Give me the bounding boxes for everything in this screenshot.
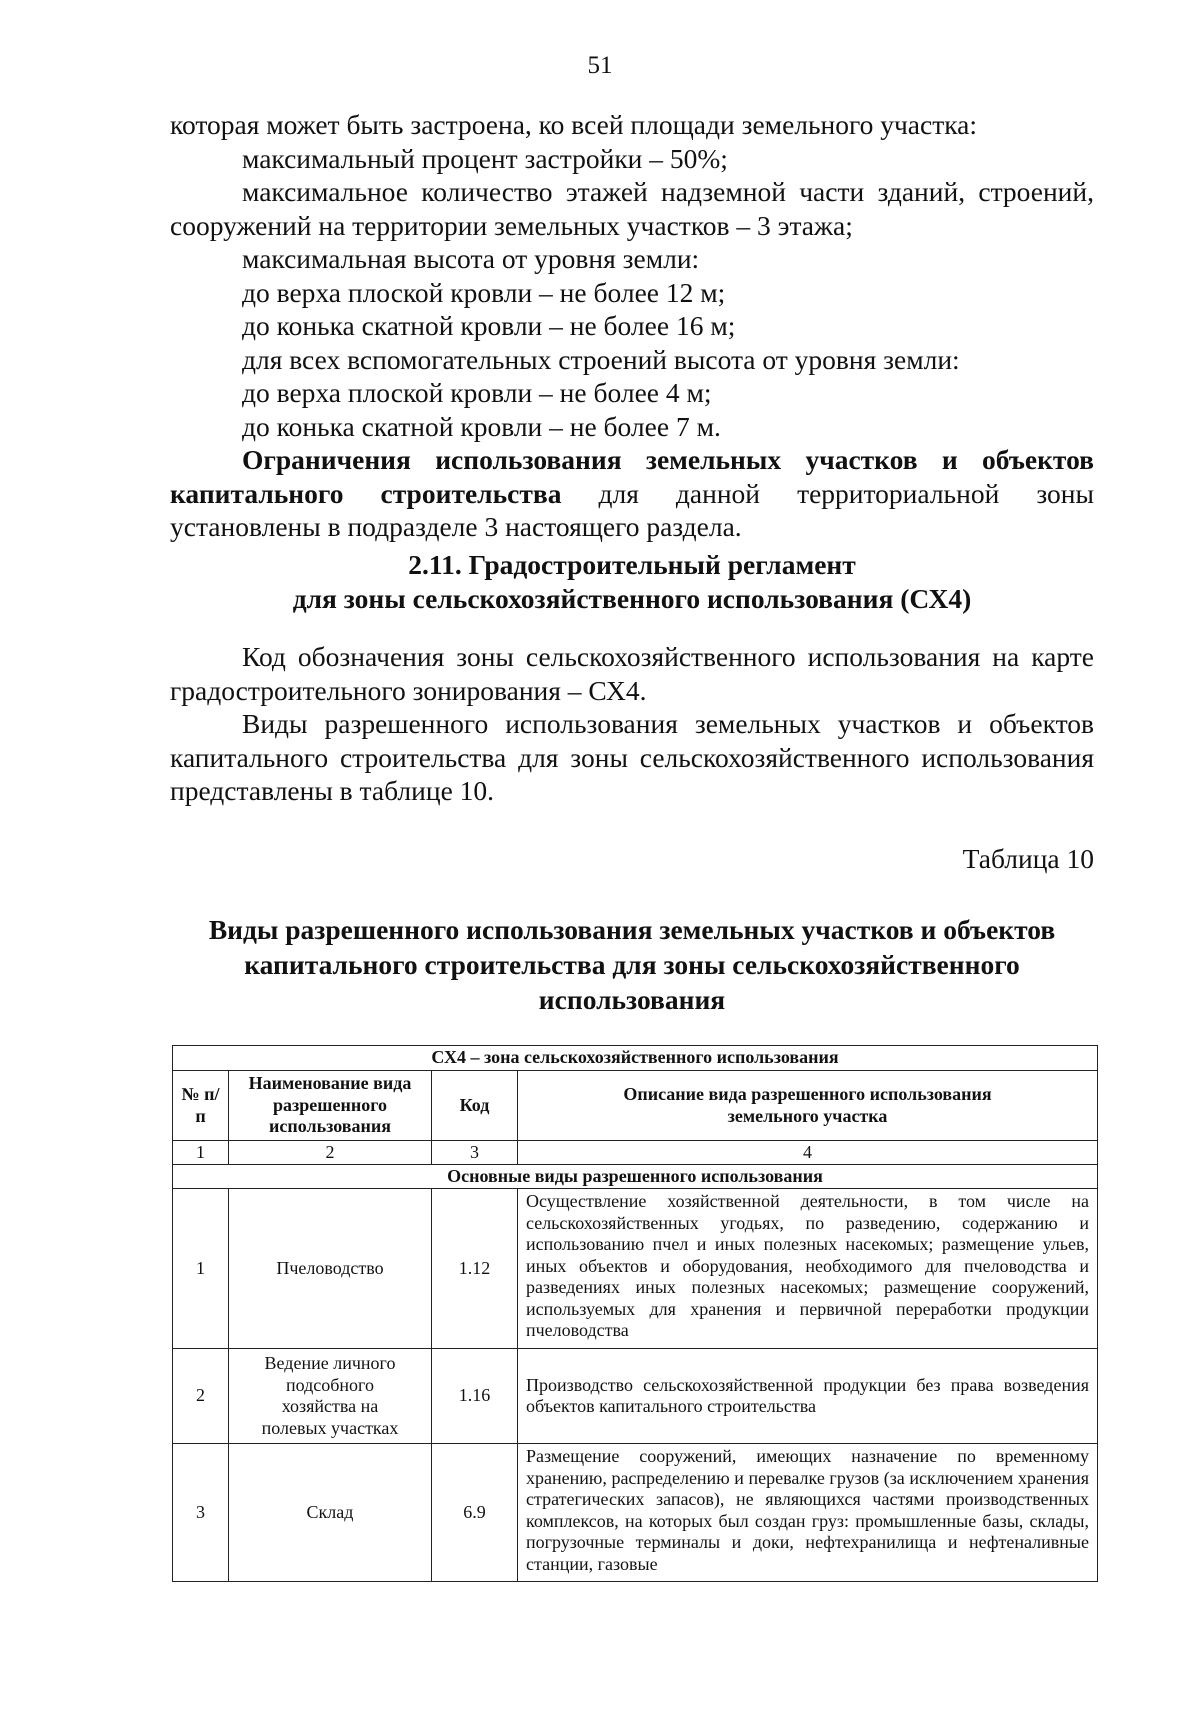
zone-code-paragraph: Код обозначения зоны сельскохозяйственного использования на карте градостроительного зонирования – СХ4.: [170, 641, 1094, 706]
mid-text-block: [170, 640, 1094, 808]
paragraph-line: до конька скатной кровли – не более 16 м;: [242, 310, 736, 341]
restrictions-text: для данной территориальной зоны установлены в подразделе 3 настоящего раздела.: [170, 477, 1094, 542]
column-number-cell: 4: [518, 1141, 1098, 1165]
table-header-row: [173, 1071, 1098, 1141]
table-title-line: использования: [538, 984, 726, 1015]
header-cell-code: Код: [432, 1071, 518, 1141]
row-name-cell: Склад: [229, 1444, 432, 1582]
table-row: [173, 1189, 1098, 1349]
usage-types-paragraph: Виды разрешенного использования земельных участков и объектов капитального строительства для зоны сельскохозяйственного использования представлены в таблице 10.: [170, 708, 1094, 806]
row-number-cell: 2: [173, 1349, 229, 1444]
row-name-cell: Пчеловодство: [229, 1189, 432, 1349]
table-row: [173, 1349, 1098, 1444]
page-number: 51: [587, 52, 613, 79]
table-title-line: Виды разрешенного использования земельных участков и объектов: [208, 914, 1056, 945]
paragraph-line: максимальная высота от уровня земли:: [242, 243, 700, 274]
table-group-header-row: [173, 1165, 1098, 1189]
row-description-cell: Размещение сооружений, имеющих назначение по временному хранению, распределению и перевалке грузов (за исключением хранения стратегических запасов), не являющихся частями производственных комплексов, на которых был создан груз: промышленные базы, склады, погрузочные терминалы и доки, нефтехранилища и нефтеналивные станции, газовые: [518, 1444, 1098, 1582]
zone-header-cell: СХ4 – зона сельскохозяйственного использования: [173, 1046, 1098, 1071]
header-cell-name: Наименование вида разрешенного использования: [229, 1071, 432, 1141]
row-name-cell: Ведение личного подсобного хозяйства на полевых участках: [229, 1349, 432, 1444]
table-title: [170, 912, 1094, 1017]
restrictions-bold-text: Ограничения использования земельных участков и объектов капитального строительства: [170, 444, 1094, 509]
paragraph-line: до верха плоской кровли – не более 4 м;: [242, 377, 712, 408]
paragraph-line: максимальное количество этажей надземной части зданий, строений, сооружений на территории земельных участков – 3 этажа;: [170, 176, 1094, 241]
top-text-block: [170, 108, 1094, 544]
usage-types-table: [172, 1045, 1098, 1582]
table-zone-header-row: [173, 1046, 1098, 1071]
paragraph-line: для всех вспомогательных строений высота от уровня земли:: [242, 343, 960, 375]
column-number-cell: 2: [229, 1141, 432, 1165]
row-number-cell: 1: [173, 1189, 229, 1349]
header-cell-description: Описание вида разрешенного использования земельного участка: [518, 1071, 1098, 1141]
restrictions-paragraph: [170, 443, 1094, 544]
group-header-cell: Основные виды разрешенного использования: [173, 1165, 1098, 1189]
row-code-cell: 1.12: [432, 1189, 518, 1349]
row-code-cell: 6.9: [432, 1444, 518, 1582]
paragraph-line: которая может быть застроена, ко всей площади земельного участка:: [170, 109, 978, 140]
row-description-cell: Производство сельскохозяйственной продукции без права возведения объектов капитального строительства: [518, 1349, 1098, 1444]
section-heading-line: 2.11. Градостроительный регламент: [408, 549, 856, 580]
row-code-cell: 1.16: [432, 1349, 518, 1444]
row-number-cell: 3: [173, 1444, 229, 1582]
table-row: [173, 1444, 1098, 1582]
column-number-cell: 3: [432, 1141, 518, 1165]
paragraph-line: максимальный процент застройки – 50%;: [242, 142, 728, 174]
table-column-numbers-row: [173, 1141, 1098, 1165]
section-heading: [170, 548, 1094, 615]
section-heading-line: для зоны сельскохозяйственного использования (СХ4): [292, 582, 972, 614]
table-caption: Таблица 10: [962, 843, 1094, 874]
table-title-line: капитального строительства для зоны сельскохозяйственного: [244, 949, 1020, 980]
column-number-cell: 1: [173, 1141, 229, 1165]
paragraph-line: до конька скатной кровли – не более 7 м.: [242, 410, 721, 442]
header-cell-number: № п/п: [173, 1071, 229, 1141]
row-description-cell: Осуществление хозяйственной деятельности, в том числе на сельскохозяйственных угодьях, по разведению, содержанию и использованию пчел и иных полезных насекомых; размещение ульев, иных объектов и оборудования, необходимого для пчеловодства и разведениях иных полезных насекомых; размещение сооружений, используемых для хранения и первичной переработки продукции пчеловодства: [518, 1189, 1098, 1349]
paragraph-line: до верха плоской кровли – не более 12 м;: [242, 276, 726, 308]
